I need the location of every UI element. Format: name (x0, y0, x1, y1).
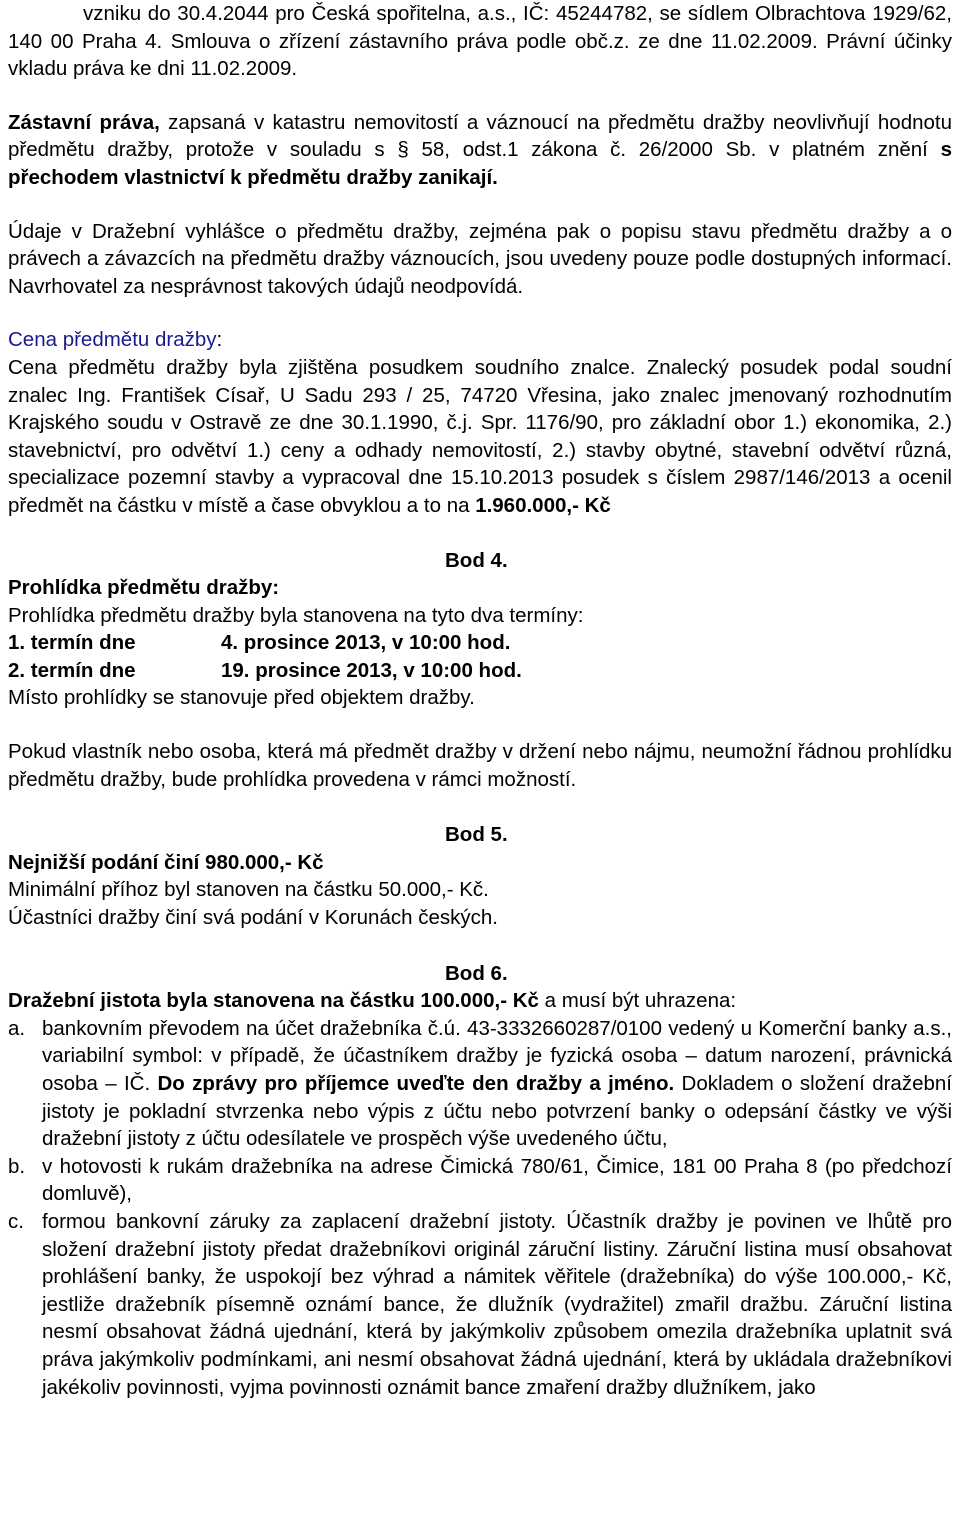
term-label: 2. termín dne (8, 658, 136, 682)
pledge-conclusion: s přechodem vlastnictví k předmětu dražby zanikají. (8, 138, 952, 189)
list-text: formou bankovní záruky za zaplacení dražební jistoty. Účastník dražby je povinen ve lhůtě pro složení dražební jistoty předat dražebníkovi originál záruční listiny. Záruční listina musí obsahovat prohlášení banky, že uspokojí bez výhrad a námitek věřitele (dražebníka) do výše 100.000,- Kč, jestliže dražebník písemně oznámí bance, že dlužník (vydražitel) zmařil dražbu. Záruční listina nesmí obsahovat žádná ujednání, která by jakýmkoliv způsobem omezila dražebníka uplatnit svá práva jakýmkoliv podmínkami, ani nesmí obsahovat žádná ujednání, která by ukládala dražebníkovi jakékoliv povinnosti, vyjma povinnosti oznámit bance zmaření dražby dlužníkem, jako (42, 1209, 952, 1399)
term-label: 1. termín dne (8, 631, 136, 655)
inspection-place: Místo prohlídky se stanovuje před objektem dražby. (8, 686, 475, 710)
list-item (8, 1153, 952, 1208)
list-marker: c. (8, 1209, 24, 1233)
inspection-note: Pokud vlastník nebo osoba, která má předmět dražby v držení nebo nájmu, neumožní řádnou prohlídku předmětu dražby, bude prohlídka provedena v rámci možností. (8, 740, 952, 791)
disclaimer-paragraph: Údaje v Dražební vyhlášce o předmětu dražby, zejména pak o popisu stavu předmětu dražby a o právech a závazcích na předmětu dražby váznoucích, jsou uvedeny pouze podle dostupných informací. Navrhovatel za nesprávnost takových údajů neodpovídá. (8, 219, 952, 298)
bid-currency: Účastníci dražby činí svá podání v Korunách českých. (8, 906, 498, 930)
inspection-term-2 (8, 657, 952, 685)
pledge-text: zapsaná v katastru nemovitostí a váznoucí na předmětu dražby neovlivňují hodnotu předmětu dražby, protože v souladu s § 58, odst.1 zákona č. 26/2000 Sb. v platném znění (8, 110, 952, 162)
minimum-increment: Minimální příhoz byl stanoven na částku 50.000,- Kč. (8, 878, 489, 902)
deposit-heading-rest: a musí být uhrazena: (538, 989, 737, 1013)
deposit-heading (8, 987, 952, 1015)
price-amount: 1.960.000,- Kč (475, 493, 611, 517)
price-paragraph (8, 354, 952, 520)
term-date: 19. prosince 2013, v 10:00 hod. (221, 658, 522, 682)
intro-paragraph: vzniku do 30.4.2044 pro Česká spořitelna, a.s., IČ: 45244782, se sídlem Olbrachtova 1929/62, 140 00 Praha 4. Smlouva o zřízení zástavního práva podle obč.z. ze dne 11.02.2009. Právní účinky vkladu práva ke dni 11.02.2009. (8, 2, 952, 81)
price-heading: Cena předmětu dražby (8, 328, 217, 352)
section-title-bod6: Bod 6. (445, 961, 508, 985)
list-item (8, 1015, 952, 1153)
list-marker: b. (8, 1154, 26, 1178)
list-text-part: bankovním převodem na účet dražebníka č.ú. 43-3332660287/0100 vedený u Komerční banky a.s., variabilní symbol: v případě, že účastníkem dražby je fyzická osoba – datum narození, právnická osoba – IČ. (42, 1016, 952, 1095)
price-heading-line (8, 326, 952, 354)
list-marker: a. (8, 1016, 26, 1040)
list-text-part: Dokladem o složení dražební jistoty je pokladní stvrzenka nebo výpis z účtu nebo potvrzení banky o odepsání částky ve výši dražební jistoty z účtu odesílatele ve prospěch výše uvedeného účtu, (42, 1072, 952, 1151)
pledge-lead: Zástavní práva, (8, 110, 160, 134)
inspection-heading: Prohlídka předmětu dražby: (8, 576, 280, 600)
payment-methods-list (8, 1015, 952, 1401)
list-text-bold: Do zprávy pro příjemce uveďte den dražby a jméno. (157, 1072, 675, 1095)
term-date: 4. prosince 2013, v 10:00 hod. (221, 631, 511, 655)
deposit-amount: Dražební jistota byla stanovena na částku 100.000,- Kč (8, 989, 539, 1013)
price-heading-colon: : (216, 328, 223, 352)
list-text: v hotovosti k rukám dražebníka na adrese Čimická 780/61, Čimice, 181 00 Praha 8 (po předchozí domluvě), (42, 1154, 952, 1206)
pledge-paragraph (8, 109, 952, 192)
section-title-bod5: Bod 5. (445, 823, 508, 847)
inspection-term-1 (8, 629, 952, 657)
inspection-intro: Prohlídka předmětu dražby byla stanovena na tyto dva termíny: (8, 603, 584, 627)
section-title-bod4: Bod 4. (445, 548, 508, 572)
list-text (42, 1015, 952, 1153)
price-text: Cena předmětu dražby byla zjištěna posudkem soudního znalce. Znalecký posudek podal soudní znalec Ing. František Císař, U Sadu 293 / 25, 74720 Vřesina, jako znalec jmenovaný rozhodnutím Krajského soudu v Ostravě ze dne 30.1.1990, č.j. Spr. 1176/90, pro základní obor 1.) ekonomika, 2.) stavebnictví, pro odvětví 1.) ceny a odhady nemovitostí, 2.) stavby obytné, stavební odvětví různá, specializace pozemní stavby a vypracoval dne 15.10.2013 posudek s číslem 2987/146/2013 a ocenil předmět na částku v místě a čase obvyklou a to na (8, 355, 952, 517)
list-item (8, 1208, 952, 1401)
minimum-bid-heading: Nejnižší podání činí 980.000,- Kč (8, 850, 324, 874)
